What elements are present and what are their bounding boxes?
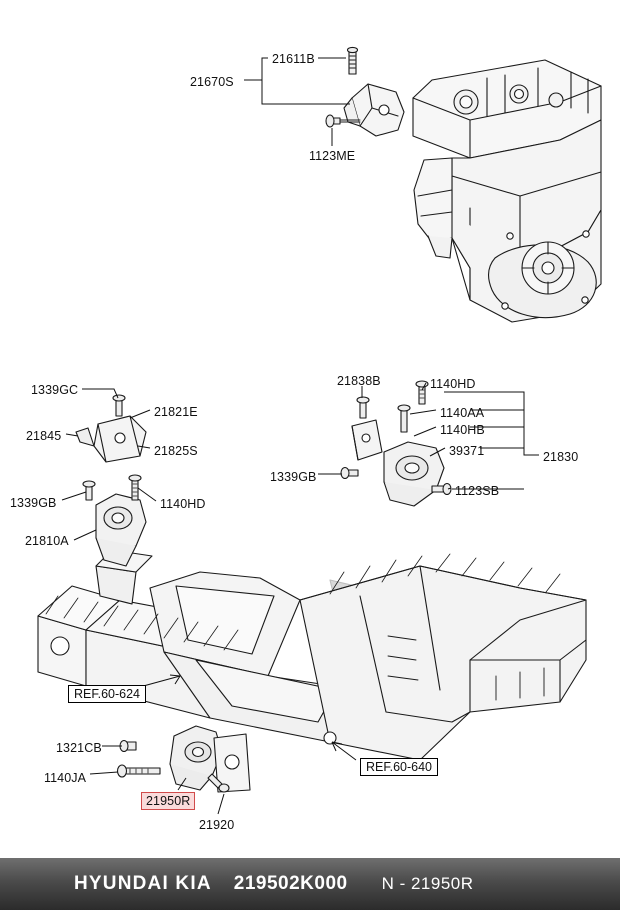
- part-label-1140AA: 1140AA: [440, 406, 485, 420]
- part-label-21950R-highlighted: 21950R: [141, 792, 195, 810]
- part-label-1140HD-right: 1140HD: [430, 377, 476, 391]
- part-label-1321CB: 1321CB: [56, 741, 102, 755]
- part-label-1140HB: 1140HB: [440, 423, 485, 437]
- part-label-21830: 21830: [543, 450, 579, 464]
- part-label-21838B: 21838B: [337, 374, 381, 388]
- part-label-1123SB: 1123SB: [455, 484, 500, 498]
- part-label-21920: 21920: [199, 818, 235, 832]
- footer-bar: [0, 858, 620, 910]
- reference-60-640: REF.60-640: [360, 758, 438, 776]
- part-note-label: N - 21950R: [381, 874, 474, 893]
- part-label-1140HD-left: 1140HD: [160, 497, 206, 511]
- part-label-21611B: 21611B: [272, 52, 315, 66]
- part-label-1123ME: 1123ME: [309, 149, 356, 163]
- part-label-1140JA: 1140JA: [44, 771, 87, 785]
- part-label-21825S: 21825S: [154, 444, 198, 458]
- part-label-1339GB-right: 1339GB: [270, 470, 317, 484]
- part-label-39371: 39371: [449, 444, 485, 458]
- part-label-21670S: 21670S: [190, 75, 234, 89]
- part-label-1339GC: 1339GC: [31, 383, 79, 397]
- reference-60-624: REF.60-624: [68, 685, 146, 703]
- part-label-1339GB-left: 1339GB: [10, 496, 57, 510]
- part-label-21821E: 21821E: [154, 405, 198, 419]
- part-number-label: 219502K000: [233, 873, 348, 894]
- brand-label: HYUNDAI KIA: [74, 873, 212, 894]
- part-label-21810A: 21810A: [25, 534, 69, 548]
- part-label-21845: 21845: [26, 429, 62, 443]
